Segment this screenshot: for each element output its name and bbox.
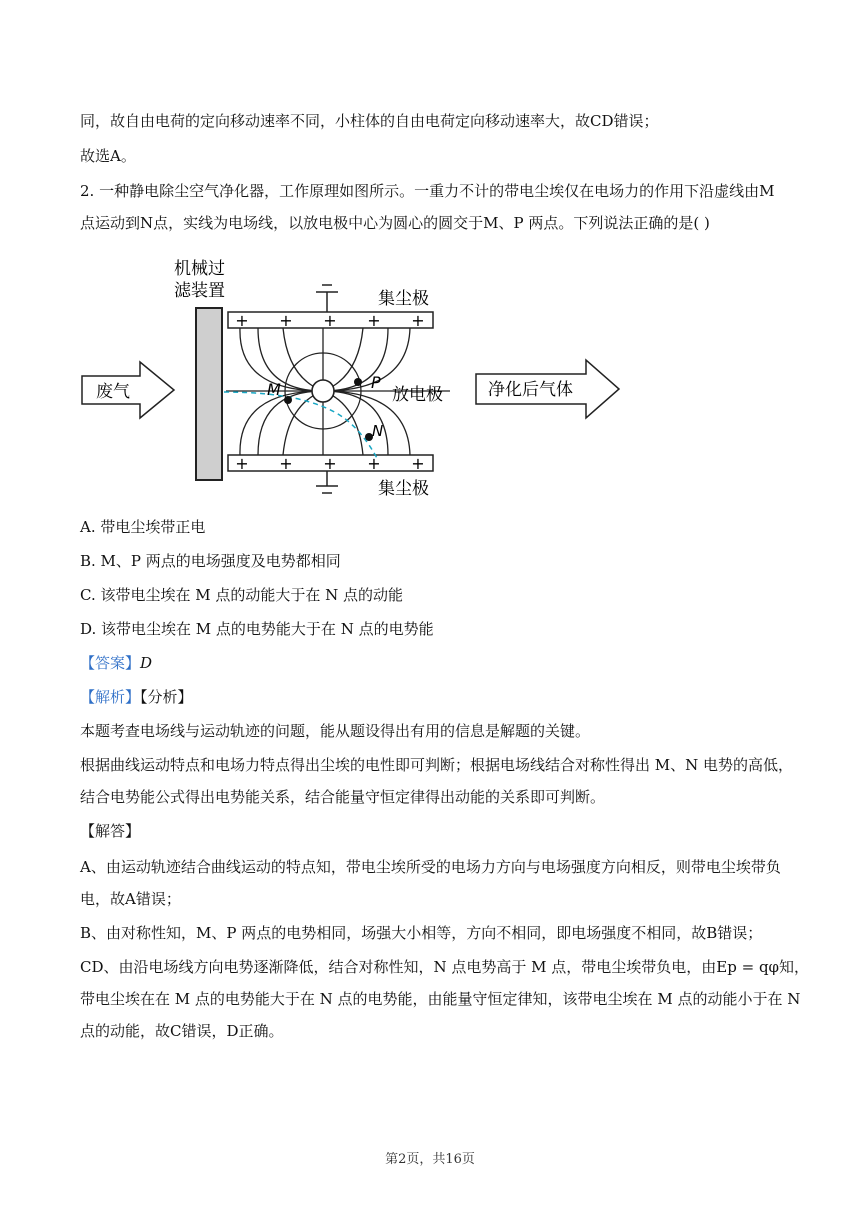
point-m-marker [284,396,292,404]
plus-sign: + [323,454,337,473]
option-a: A. 带电尘埃带正电 [80,518,206,536]
answer-tag: 【答案】 [80,654,141,672]
paragraph-choose: 故选A。 [80,147,136,165]
answer-line [80,652,780,674]
solution-line-6: 点的动能，故C错误，D正确。 [80,1022,284,1040]
electrostatic-precipitator-figure [78,250,638,510]
plus-sign: + [279,454,293,473]
solution-line-5: 带电尘埃在在 M 点的电势能大于在 N 点的电势能，由能量守恒定律知，该带电尘埃在 M 点的动能小于在 N [80,990,801,1008]
point-p-marker [354,378,362,386]
solution-line-4: CD、由沿电场线方向电势逐渐降低，结合对称性知，N 点电势高于 M 点，带电尘埃带负电，由Ep = qφ知， [80,958,810,976]
plus-sign: + [411,311,425,330]
page-footer: 第2页，共16页 [385,1152,475,1167]
point-m-label: M [267,380,281,399]
plus-sign: + [367,311,381,330]
question-2-line-2: 点运动到N点，实线为电场线，以放电极中心为圆心的圆交于M、P 两点。下列说法正确的是( ) [80,214,710,232]
plus-sign: + [323,311,337,330]
plus-sign: + [411,454,425,473]
question-2-line-1: 2. 一种静电除尘空气净化器，工作原理如图所示。一重力不计的带电尘埃仅在电场力的作用下沿虚线由M [80,182,775,200]
filter-label-2: 滤装置 [174,281,225,301]
analysis-tag: 【解析】 [80,688,141,706]
plus-sign: + [279,311,293,330]
plus-sign: + [235,454,249,473]
plus-sign: + [367,454,381,473]
discharge-electrode [312,380,334,402]
point-p-label: P [371,373,381,392]
ground-symbol-bottom [316,471,338,493]
analysis-line-1: 本题考查电场线与运动轨迹的问题，能从题设得出有用的信息是解题的关键。 [80,722,591,740]
paragraph-continued: 同，故自由电荷的定向移动速率不同，小柱体的自由电荷定向移动速率大，故CD错误； [80,112,659,130]
solution-line-1: A、由运动轨迹结合曲线运动的特点知，带电尘埃所受的电场力方向与电场强度方向相反，则带电尘埃带负 [80,858,781,876]
solution-tag: 【解答】 [80,822,141,840]
filter-label-1: 机械过 [174,259,225,279]
option-d: D. 该带电尘埃在 M 点的电势能大于在 N 点的电势能 [80,620,434,638]
discharge-label: 放电极 [392,385,443,405]
input-label: 废气 [96,382,130,402]
ground-symbol-top [316,285,338,312]
answer-value: D [140,654,153,672]
filter-plate [196,308,222,480]
analysis-line-2: 根据曲线运动特点和电场力特点得出尘埃的电性即可判断；根据电场线结合对称性得出 M、N 电势的高低， [80,756,794,774]
analysis-heading [80,686,780,708]
output-label: 净化后气体 [488,380,573,400]
dust-trajectory [224,392,378,460]
solution-line-3: B、由对称性知，M、P 两点的电势相同，场强大小相等，方向不相同，即电场强度不相同，故B错误； [80,924,763,942]
collector-label-bottom: 集尘极 [378,479,429,499]
option-c: C. 该带电尘埃在 M 点的动能大于在 N 点的动能 [80,586,404,604]
solution-line-2: 电，故A错误； [80,890,181,908]
option-b: B. M、P 两点的电场强度及电势都相同 [80,552,341,570]
plus-sign: + [235,311,249,330]
analysis-sub-tag: 【分析】 [140,688,193,706]
collector-label-top: 集尘极 [378,289,429,309]
point-n-label: N [372,422,384,440]
analysis-line-3: 结合电势能公式得出电势能关系，结合能量守恒定律得出动能的关系即可判断。 [80,788,606,806]
